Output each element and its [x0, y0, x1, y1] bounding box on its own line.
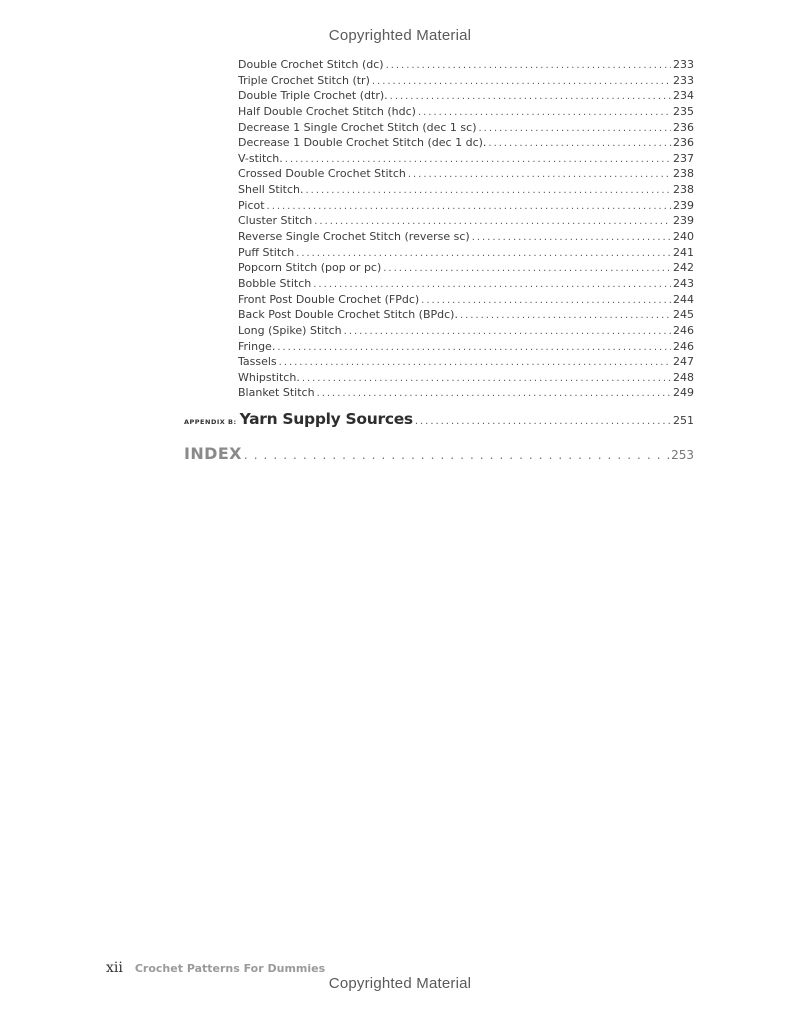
toc-entry[interactable]	[238, 307, 694, 323]
toc-entry-page-number: 234	[673, 89, 694, 103]
toc-entry-page-number: 245	[673, 308, 694, 322]
appendix-title: Yarn Supply Sources	[239, 410, 413, 428]
running-title: Crochet Patterns For Dummies	[134, 962, 326, 975]
toc-entry[interactable]	[238, 323, 694, 339]
toc-entry-page-number: 233	[673, 58, 694, 71]
toc-entry-page-number: 248	[673, 370, 694, 384]
dot-leader	[488, 136, 671, 152]
toc-entry[interactable]	[238, 339, 694, 355]
dot-leader	[277, 340, 671, 356]
dot-leader	[313, 277, 671, 293]
dot-leader	[415, 416, 671, 427]
toc-entry-page-number: 236	[673, 136, 694, 150]
toc-entry-page-number: 246	[673, 339, 694, 353]
dot-leader	[390, 89, 671, 105]
toc-entry[interactable]	[238, 385, 694, 401]
dot-leader	[383, 261, 671, 277]
table-of-contents-list	[238, 57, 694, 401]
toc-entry-page-number: 237	[673, 151, 694, 165]
toc-entry-title: V-stitch.	[238, 151, 283, 165]
toc-entry[interactable]	[238, 166, 694, 182]
toc-entry-title: Double Triple Crochet (dtr).	[238, 89, 388, 103]
toc-entry[interactable]	[238, 88, 694, 104]
dot-leader	[302, 371, 671, 387]
toc-entry[interactable]	[238, 198, 694, 214]
toc-entry-title: Decrease 1 Double Crochet Stitch (dec 1 dc).	[238, 136, 487, 150]
toc-entry-title: Shell Stitch.	[238, 183, 304, 197]
dot-leader	[344, 324, 671, 340]
toc-entry[interactable]	[238, 151, 694, 167]
dot-leader	[244, 448, 669, 462]
toc-entry[interactable]	[238, 276, 694, 292]
toc-entry[interactable]	[238, 260, 694, 276]
dot-leader	[317, 386, 671, 402]
toc-entry[interactable]	[238, 182, 694, 198]
toc-entry[interactable]	[238, 292, 694, 308]
dot-leader	[372, 74, 671, 90]
appendix-page-number: 251	[673, 414, 694, 427]
toc-entry-page-number: 246	[673, 323, 694, 337]
dot-leader	[285, 152, 671, 168]
toc-entry-page-number: 244	[673, 292, 694, 306]
toc-entry-page-number: 238	[673, 183, 694, 197]
toc-entry[interactable]	[238, 104, 694, 120]
toc-entry-page-number: 247	[673, 355, 694, 369]
appendix-label: APPENDIX B:	[184, 418, 237, 426]
toc-entry-title: Triple Crochet Stitch (tr)	[238, 73, 370, 87]
toc-entry[interactable]	[238, 229, 694, 245]
page-number: xii	[106, 960, 123, 976]
toc-entry-title: Back Post Double Crochet Stitch (BPdc).	[238, 308, 458, 322]
copyright-watermark-bottom: Copyrighted Material	[328, 975, 472, 992]
toc-entry-page-number: 241	[673, 245, 694, 259]
toc-entry-page-number: 235	[673, 104, 694, 118]
toc-entry-title: Tassels	[238, 355, 277, 369]
toc-entry-title: Reverse Single Crochet Stitch (reverse sc)	[238, 230, 470, 244]
toc-entry-title: Cluster Stitch	[238, 214, 313, 228]
toc-entry[interactable]	[238, 73, 694, 89]
toc-index-entry[interactable]	[184, 444, 694, 463]
toc-entry-page-number: 233	[673, 73, 694, 87]
toc-entry-title: Popcorn Stitch (pop or pc)	[238, 261, 382, 275]
page-footer	[106, 960, 325, 976]
toc-entry-title: Puff Stitch	[238, 245, 295, 259]
toc-entry-title: Fringe.	[238, 339, 276, 353]
dot-leader	[314, 214, 671, 230]
dot-leader	[421, 293, 671, 309]
dot-leader	[386, 58, 671, 74]
dot-leader	[472, 230, 671, 246]
copyright-watermark-top: Copyrighted Material	[328, 27, 472, 44]
toc-entry-title: Crossed Double Crochet Stitch	[238, 167, 406, 181]
dot-leader	[306, 183, 671, 199]
dot-leader	[479, 121, 672, 137]
toc-entry-page-number: 242	[673, 261, 694, 275]
dot-leader	[267, 199, 671, 215]
toc-entry-title: Picot	[238, 198, 265, 212]
toc-entry-title: Blanket Stitch	[238, 386, 315, 400]
toc-entry-page-number: 238	[673, 167, 694, 181]
dot-leader	[296, 246, 671, 262]
toc-entry[interactable]	[238, 135, 694, 151]
toc-entry-title: Front Post Double Crochet (FPdc)	[238, 292, 420, 306]
toc-entry[interactable]	[238, 245, 694, 261]
toc-entry-page-number: 240	[673, 230, 694, 244]
index-title: INDEX	[184, 444, 242, 463]
toc-entry-page-number: 249	[673, 386, 694, 400]
toc-entry-page-number: 239	[673, 214, 694, 228]
toc-entry[interactable]	[238, 370, 694, 386]
toc-entry-title: Whipstitch.	[238, 370, 300, 384]
toc-entry-title: Long (Spike) Stitch	[238, 323, 342, 337]
dot-leader	[418, 105, 671, 121]
toc-entry[interactable]	[238, 57, 694, 73]
dot-leader	[460, 308, 671, 324]
toc-entry[interactable]	[238, 213, 694, 229]
index-page-number: 253	[671, 448, 694, 462]
toc-entry-page-number: 239	[673, 198, 694, 212]
dot-leader	[408, 167, 671, 183]
toc-entry[interactable]	[238, 120, 694, 136]
toc-entry-title: Half Double Crochet Stitch (hdc)	[238, 104, 416, 118]
toc-entry-title: Bobble Stitch	[238, 276, 312, 290]
toc-appendix-entry[interactable]	[184, 410, 694, 428]
toc-entry-page-number: 243	[673, 276, 694, 290]
dot-leader	[279, 355, 671, 371]
toc-entry-title: Decrease 1 Single Crochet Stitch (dec 1 sc)	[238, 120, 477, 134]
toc-entry-page-number: 236	[673, 120, 694, 134]
toc-entry[interactable]	[238, 354, 694, 370]
toc-entry-title: Double Crochet Stitch (dc)	[238, 58, 384, 71]
